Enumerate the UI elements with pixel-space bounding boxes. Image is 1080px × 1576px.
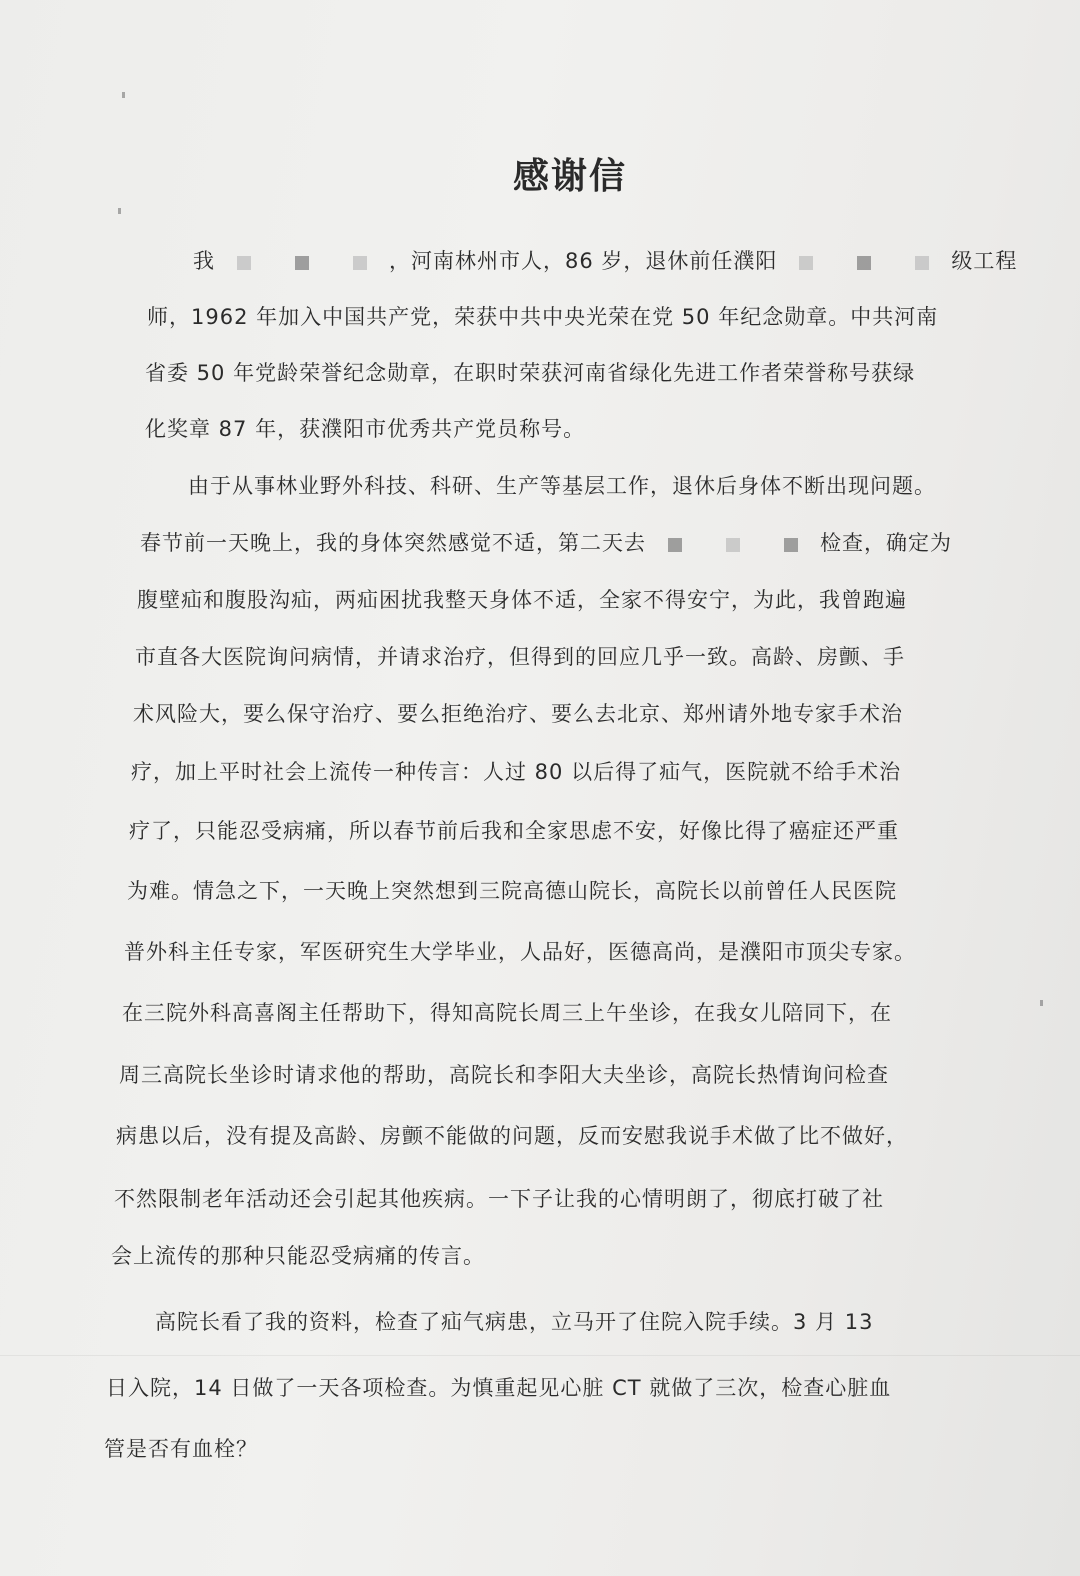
line-text: ，河南林州市人，86 岁，退休前任濮阳 — [389, 249, 778, 273]
paper-speck — [1040, 1000, 1043, 1006]
letter-line — [193, 245, 1017, 275]
letter-title: 感谢信 — [512, 156, 627, 197]
letter-line: 高院长看了我的资料，检查了疝气病患，立马开了住院入院手续。3 月 13 — [155, 1310, 874, 1334]
letter-line: 化奖章 87 年，获濮阳市优秀共产党员称号。 — [145, 417, 586, 441]
letter-line: 疗了，只能忍受病痛，所以春节前后我和全家思虑不安，好像比得了癌症还严重 — [129, 819, 899, 843]
line-text: 检查，确定为 — [820, 531, 952, 555]
letter-line: 会上流传的那种只能忍受病痛的传言。 — [111, 1244, 485, 1268]
letter-line: 普外科主任专家，军医研究生大学毕业，人品好，医德高尚，是濮阳市顶尖专家。 — [124, 940, 916, 964]
letter-line: 管是否有血栓？ — [104, 1437, 258, 1461]
paper-speck — [118, 208, 121, 214]
letter-line: 病患以后，没有提及高龄、房颤不能做的问题，反而安慰我说手术做了比不做好， — [116, 1124, 908, 1148]
letter-line — [140, 527, 952, 557]
letter-line: 日入院，14 日做了一天各项检查。为慎重起见心脏 CT 就做了三次，检查心脏血 — [106, 1376, 892, 1400]
letter-line: 市直各大医院询问病情，并请求治疗，但得到的回应几乎一致。高龄、房颤、手 — [135, 645, 905, 669]
letter-line: 在三院外科高喜阁主任帮助下，得知高院长周三上午坐诊，在我女儿陪同下，在 — [122, 1001, 892, 1025]
redacted-hospital — [646, 532, 820, 556]
redacted-name — [215, 250, 389, 274]
letter-line: 由于从事林业野外科技、科研、生产等基层工作，退休后身体不断出现问题。 — [188, 474, 936, 498]
letter-line: 腹壁疝和腹股沟疝，两疝困扰我整天身体不适，全家不得安宁，为此，我曾跑遍 — [137, 588, 907, 612]
paper-speck — [122, 92, 125, 98]
letter-line: 不然限制老年活动还会引起其他疾病。一下子让我的心情明朗了，彻底打破了社 — [114, 1187, 884, 1211]
line-text: 春节前一天晚上，我的身体突然感觉不适，第二天去 — [140, 531, 646, 555]
letter-line: 省委 50 年党龄荣誉纪念勋章，在职时荣获河南省绿化先进工作者荣誉称号获绿 — [145, 361, 916, 385]
line-text: 级工程 — [951, 249, 1018, 273]
letter-line: 周三高院长坐诊时请求他的帮助，高院长和李阳大夫坐诊，高院长热情询问检查 — [119, 1063, 889, 1087]
letter-line: 为难。情急之下，一天晚上突然想到三院高德山院长，高院长以前曾任人民医院 — [127, 879, 897, 903]
letter-line: 师，1962 年加入中国共产党，荣获中共中央光荣在党 50 年纪念勋章。中共河南 — [147, 305, 939, 329]
line-text: 我 — [193, 249, 215, 273]
letter-line: 疗，加上平时社会上流传一种传言：人过 80 以后得了疝气，医院就不给手术治 — [131, 760, 902, 784]
letter-line: 术风险大，要么保守治疗、要么拒绝治疗、要么去北京、郑州请外地专家手术治 — [133, 702, 903, 726]
paper-fold-line — [0, 1355, 1080, 1356]
redacted-employer — [777, 250, 951, 274]
